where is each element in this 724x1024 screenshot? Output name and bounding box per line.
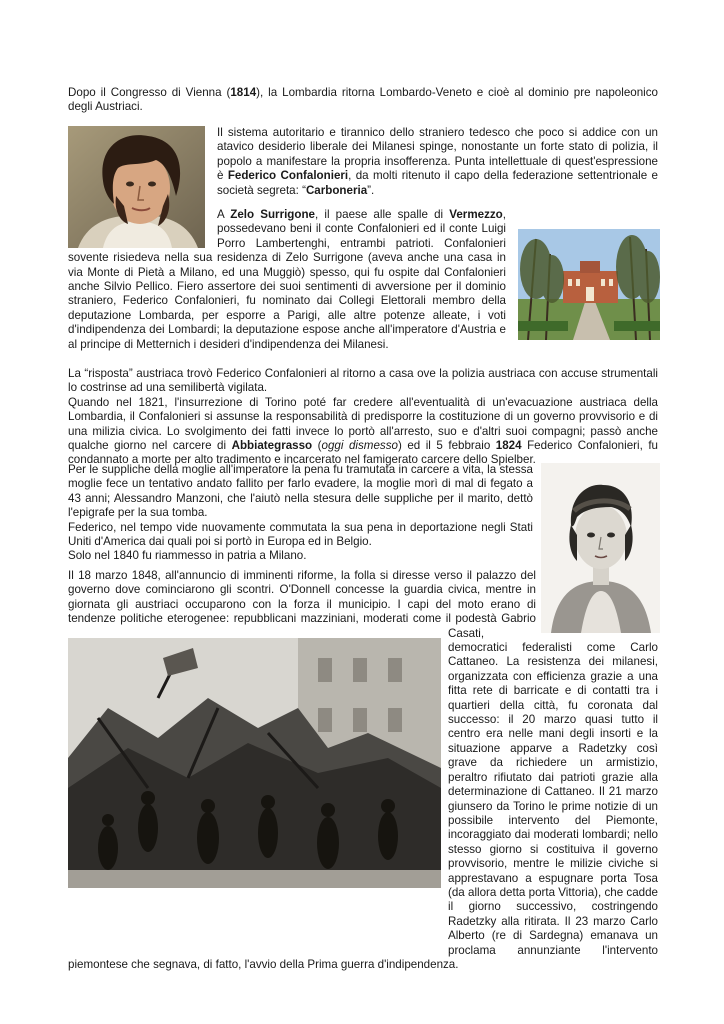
paragraph-cinque-giornate: Il 18 marzo 1848, all'annuncio di imminenti riforme, la folla si diresse verso il palazzo del governo dove cominciarono gli scontri. O'Donnell concesse la guardia civica, mentre in giornata gli austriaci occuparono con la forza il municipio. I capi del moto erano di tendenze politiche eterogenee: repubblicani mazziniani, moderati come il podestà Gabrio Casati, democratici federalisti come Carlo Cattaneo. La resistenza dei milanesi, organizzata con efficienza grazie a una fitta rete di barricate e di contatti tra i quartieri della città, fu coronata dal successo: il 20 marzo quasi tutto il centro era nelle mani degli insorti e la situazione apparve a Radetzky così grave da richiedere un armistizio, peraltro rifiutato dai patrioti grazie alla determinazione di Cattaneo. Il 21 marzo giunsero da Torino le prime notizie di un possibile intervento del Piemonte, incoraggiato dai moderati lombardi; nello stesso giorno si costituiva il governo provvisorio, mentre le milizie civiche si apprestavano a espugnare porta Tosa (da allora detta porta Vittoria), che cadde il giorno successivo, costringendo Radetzky alla ritirata. Il 23 marzo Carlo Alberto (re di Sardegna) emanava un proclama annunziante l'intervento piemontese che segnava, di fatto, l'avvio della Prima guerra d'indipendenza. [68,569,658,971]
paragraph-carboneria: Il sistema autoritario e tirannico dello straniero tedesco che poco si addice con un atavico desiderio liberale dei Milanesi spinge, nonostante un forte stato di polizia, il popolo a manifestare la propria insofferenza. Punta intellettuale di quest'espressione è Federico Confalonieri, da molti ritenuto il capo della federazione settentrionale e società segreta: “Carboneria”. [217,126,658,197]
paragraph-intro: Dopo il Congresso di Vienna (1814), la Lombardia ritorna Lombardo-Veneto e cioè al dominio pre napoleonico degli Austriaci. [68,86,658,114]
paragraph-risposta-austriaca: La “risposta” austriaca trovò Federico Confalonieri al ritorno a casa ove la polizia austriaca con accuse strumentali lo costrinse ad una semilibertà vigilata. Quando nel 1821, l'insurrezione di Torino poté far credere all'eventualità di un'evacuazione austriaca della Lombardia, il Confalonieri si assunse la responsabilità di predisporre la costituzione di un governo provvisorio e di una milizia civica. Lo svolgimento dei fatti invece lo portò all'arresto, suo e d'altri suoi compagni; passò anche qualche giorno nel carcere di Abbiategrasso (oggi dismesso) ed il 5 febbraio 1824 Federico Confalonieri, fu condannato a morte per alto tradimento e incarcerato nel famigerato carcere dello Spielber. [68,367,658,467]
paragraph-zelo-surrigone: A Zelo Surrigone, il paese alle spalle di Vermezzo, possedevano beni il conte Confalonieri ed il conte Luigi Porro Lambertenghi, entrambi patrioti. Confalonieri sovente risiedeva nella sua residenza di Zelo Surrigone (aveva anche una casa in via Monte di Pietà a Milano, ed una Muggiò) spesso, qui fu ospite dal Confalonieri anche Silvio Pellico. Fiero assertore dei suoi sentimenti di avversione per il dominio straniero, Federico Confalonieri, fu nominato dai Collegi Elettorali membro della deputazione Lombarda, per esporre a Parigi, alle altre potenze alleate, i voti d'indipendenza dei Lombardi; la deputazione espose anche all'imperatore d'Austria e al principe di Metternich i desideri d'indipendenza dei Milanesi. [68,208,506,351]
paragraph-suppliche: Per le suppliche della moglie all'imperatore la pena fu tramutata in carcere a vita, la stessa moglie fece un tentativo andato fallito per farlo evadere, la moglie morì di mal di fegato a 43 anni; Alessandro Manzoni, che l'aiutò nella stesura delle suppliche per il marito, dettò l'epigrafe per la sua tomba. Federico, nel tempo vide nuovamente commutata la sua pena in deportazione negli Stati Uniti d'America dai quali poi si portò in Europa ed in Belgio. Solo nel 1840 fu riammesso in patria a Milano. [68,463,533,563]
